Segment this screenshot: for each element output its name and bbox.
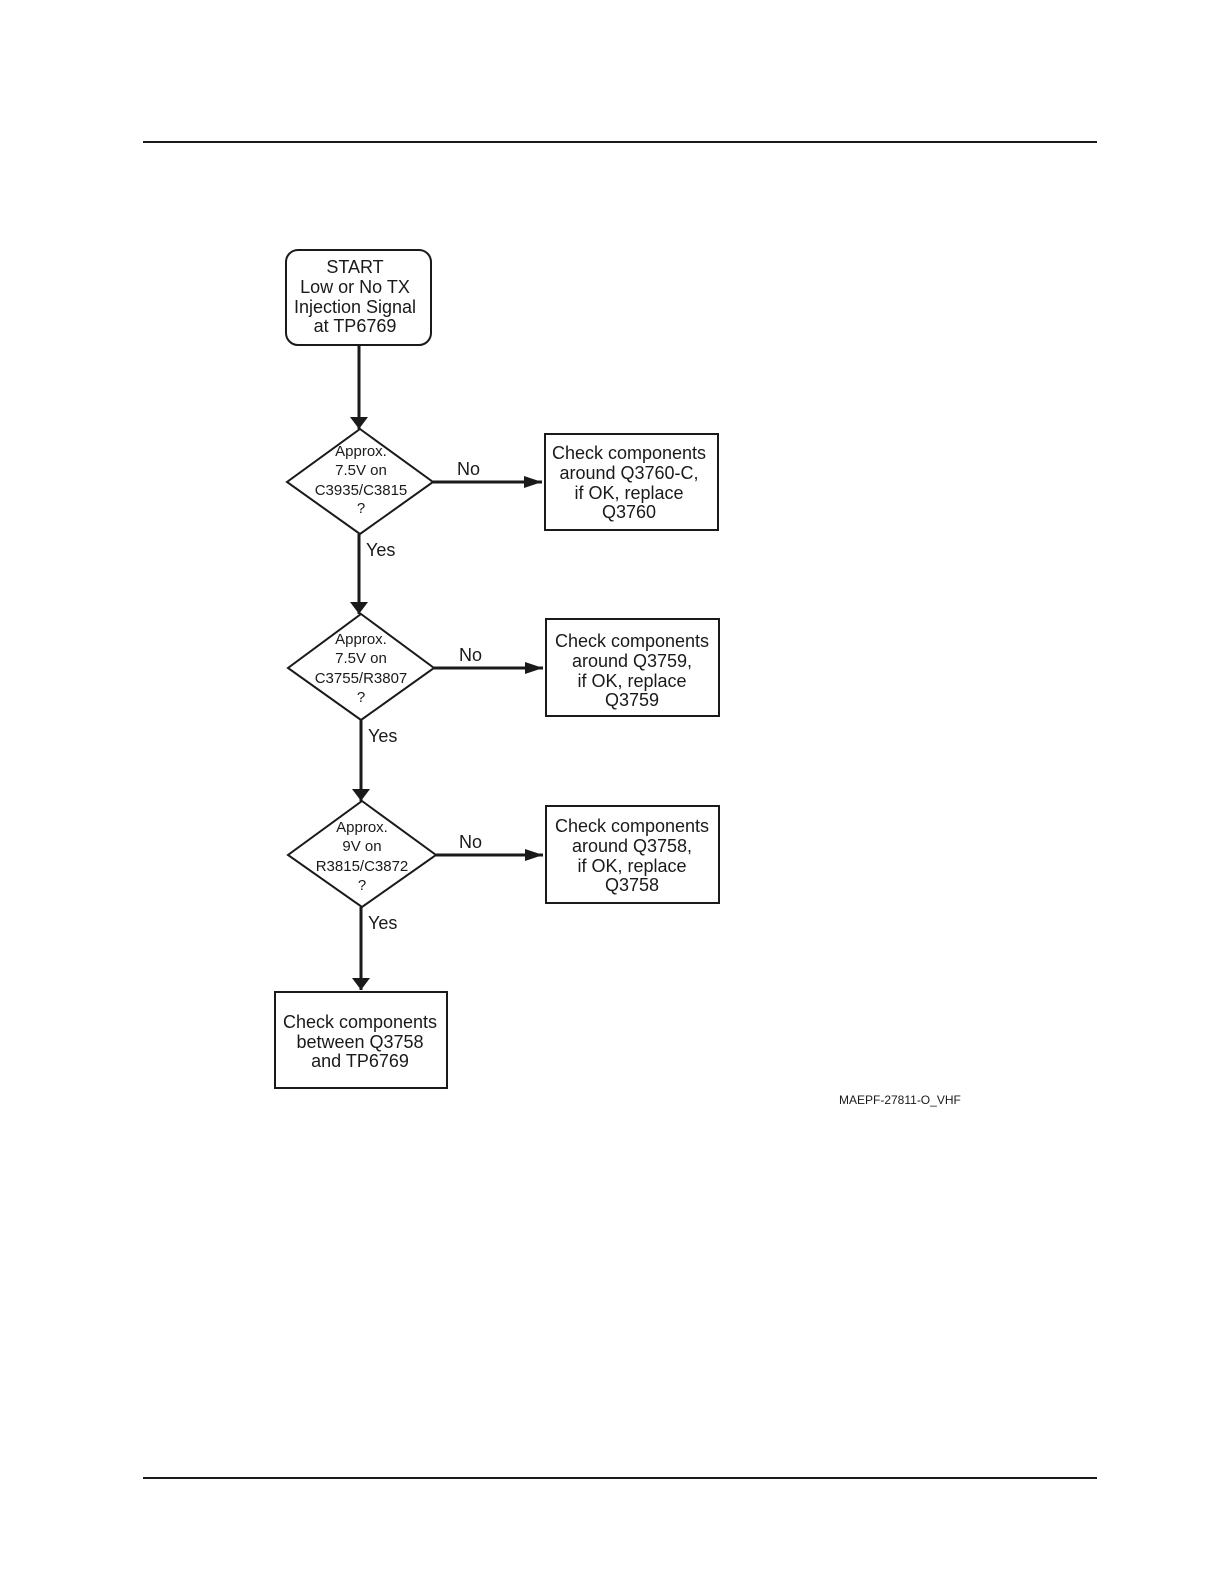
action-3-line-1: Check components <box>554 816 710 836</box>
decision-2-yes-label: Yes <box>368 726 398 746</box>
decision-1-no-label: No <box>457 459 481 479</box>
action-box-2 <box>546 619 719 716</box>
decision-3-line-1: Approx. <box>336 819 388 836</box>
end-line-2: between Q3758 <box>296 1032 424 1052</box>
action-box-1 <box>545 434 718 530</box>
end-line-3: and TP6769 <box>311 1051 409 1071</box>
decision-3 <box>288 801 436 907</box>
figure-id: MAEPF-27811-O_VHF <box>839 1093 961 1107</box>
decision-1-line-4: ? <box>356 500 366 517</box>
action-1-line-3: if OK, replace <box>574 483 684 503</box>
decision-2 <box>288 614 434 720</box>
end-line-1: Check components <box>282 1012 438 1032</box>
decision-3-no-label: No <box>459 832 483 852</box>
decision-1-yes-label: Yes <box>366 540 396 560</box>
start-line-2: Low or No TX <box>300 277 410 297</box>
decision-1 <box>287 429 433 534</box>
action-1-line-2: around Q3760-C, <box>559 463 699 483</box>
decision-3-yes-label: Yes <box>368 913 398 933</box>
decision-2-no-label: No <box>459 645 483 665</box>
action-2-line-3: if OK, replace <box>577 671 687 691</box>
start-line-3: Injection Signal <box>293 297 417 317</box>
decision-1-line-2: 7.5V on <box>335 462 387 479</box>
action-1-line-1: Check components <box>551 443 707 463</box>
action-2-line-2: around Q3759, <box>571 651 693 671</box>
action-3-line-3: if OK, replace <box>577 856 687 876</box>
start-line-4: at TP6769 <box>313 316 397 336</box>
decision-1-line-3: C3935/C3815 <box>314 482 408 499</box>
action-box-3 <box>546 806 719 903</box>
action-2-line-1: Check components <box>554 631 710 651</box>
decision-2-line-1: Approx. <box>335 631 387 648</box>
decision-1-line-1: Approx. <box>335 443 387 460</box>
action-3-line-2: around Q3758, <box>571 836 693 856</box>
start-node <box>286 250 431 345</box>
decision-3-line-3: R3815/C3872 <box>315 858 409 875</box>
decision-2-line-3: C3755/R3807 <box>314 670 408 687</box>
action-2-line-4: Q3759 <box>604 690 660 710</box>
start-line-1: START <box>326 257 384 277</box>
decision-2-line-4: ? <box>356 689 366 706</box>
decision-3-line-4: ? <box>357 877 367 894</box>
end-node <box>275 992 447 1088</box>
action-1-line-4: Q3760 <box>601 502 657 522</box>
action-3-line-4: Q3758 <box>604 875 660 895</box>
decision-3-line-2: 9V on <box>342 838 382 855</box>
decision-2-line-2: 7.5V on <box>335 650 387 667</box>
